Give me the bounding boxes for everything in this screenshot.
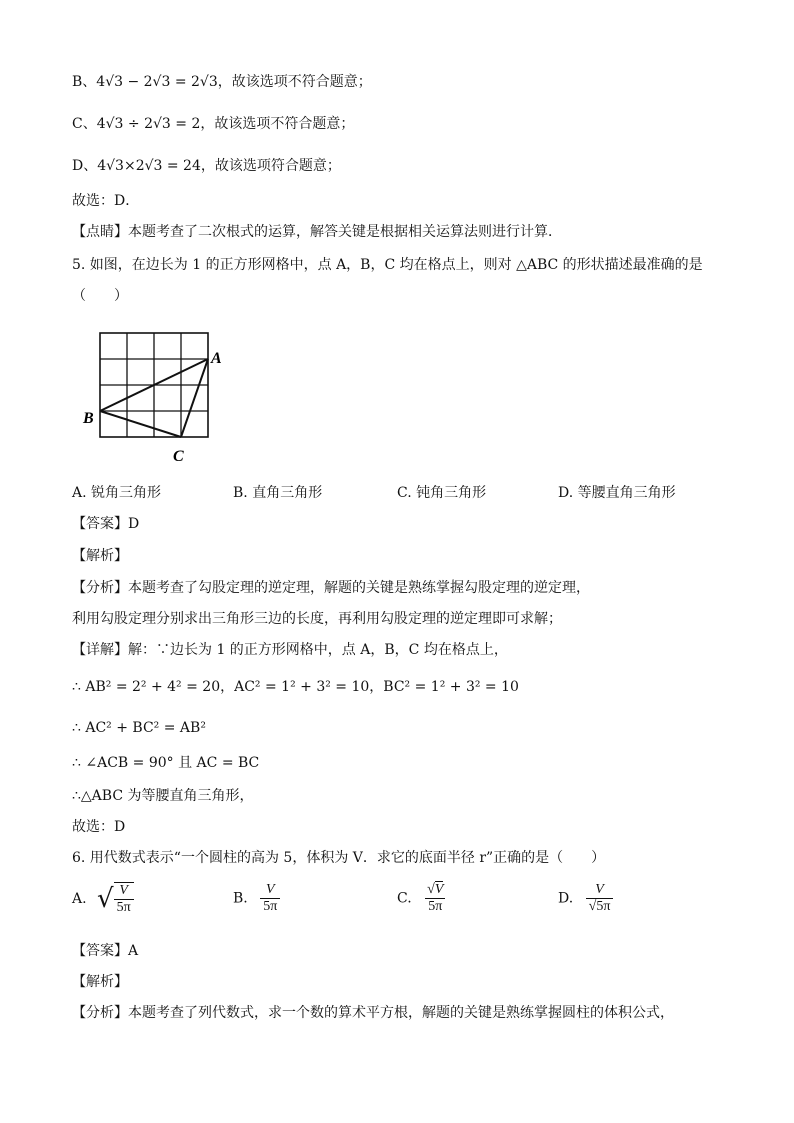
q6-option-b: [233, 882, 280, 915]
q5-option-b: B. 直角三角形: [233, 485, 323, 501]
q6-d-numerator: V: [595, 882, 604, 897]
fenxi-5: 【分析】本题考查了勾股定理的逆定理，解题的关键是熟练掌握勾股定理的逆定理，: [72, 580, 590, 596]
jiexi-5: 【解析】: [72, 548, 128, 564]
q6-c-denominator: 5π: [425, 898, 445, 915]
q6-option-c: C. $\frac{√V}{5\pi}$: [397, 882, 444, 914]
q6-d-denominator: 5π: [596, 899, 611, 914]
choose-line-2: 故选：D: [72, 819, 126, 835]
grid-figure: [80, 325, 230, 470]
q6-option-a: A. √ $\frac{V}{5\pi}$: [72, 882, 134, 916]
q5-option-c: C. 钝角三角形: [397, 485, 487, 501]
question-5-paren: （ ）: [72, 288, 128, 304]
answer-6: 【答案】A: [72, 943, 139, 959]
choose-line-1: 故选：D．: [72, 193, 140, 209]
q6-option-c-label: C.: [397, 890, 412, 907]
q5-option-d: D. 等腰直角三角形: [558, 485, 676, 501]
q6-a-numerator: V: [119, 883, 128, 898]
option-d-line: D、4√3×2√3 = 24，故该选项符合题意；: [72, 158, 341, 174]
q6-b-denominator: 5π: [260, 898, 280, 915]
equation-3: ∴ ∠ACB = 90° 且 AC = BC: [72, 755, 260, 771]
jiexi-6: 【解析】: [72, 974, 128, 990]
q6-b-numerator: V: [265, 882, 275, 897]
point-a-label: A: [211, 350, 222, 367]
q6-option-d: D. $\frac{V}{√5\pi}$: [558, 882, 613, 915]
q5-option-a: A. 锐角三角形: [72, 485, 162, 501]
point-b-label: B: [83, 410, 94, 427]
question-5: 5. 如图，在边长为 1 的正方形网格中，点 A，B，C 均在格点上，则对 △ABC 的形状描述最准确的是: [72, 257, 703, 273]
q6-a-denominator: 5π: [114, 899, 134, 916]
equation-2: ∴ AC² + BC² = AB²: [72, 720, 206, 736]
q6-option-d-label: D.: [558, 890, 574, 907]
equation-4: ∴△ABC 为等腰直角三角形，: [72, 788, 254, 804]
option-c-line: C、4√3 ÷ 2√3 = 2，故该选项不符合题意；: [72, 116, 355, 132]
point-c-label: C: [173, 448, 184, 465]
equation-1: ∴ AB² = 2² + 4² = 20，AC² = 1² + 3² = 10，BC² = 1² + 3² = 10: [72, 679, 519, 695]
question-6: 6. 用代数式表示“一个圆柱的高为 5，体积为 V．求它的底面半径 r”正确的是（ ）: [72, 850, 606, 866]
fenxi-6: 【分析】本题考查了列代数式，求一个数的算术平方根，解题的关键是熟练掌握圆柱的体积公式，: [72, 1005, 674, 1021]
q6-option-a-label: A.: [72, 891, 87, 907]
fenxi-5-cont: 利用勾股定理分别求出三角形三边的长度，再利用勾股定理的逆定理即可求解；: [72, 611, 562, 627]
q6-option-b-label: B.: [233, 890, 248, 907]
xiangjie-5: 【详解】解：∵边长为 1 的正方形网格中，点 A，B，C 均在格点上，: [72, 642, 508, 658]
dianjing-line: 【点睛】本题考查了二次根式的运算，解答关键是根据相关运算法则进行计算．: [72, 224, 562, 240]
answer-5: 【答案】D: [72, 516, 140, 532]
q6-c-numerator: V: [434, 882, 444, 897]
option-b-line: B、4√3 − 2√3 = 2√3，故该选项不符合题意；: [72, 74, 372, 90]
